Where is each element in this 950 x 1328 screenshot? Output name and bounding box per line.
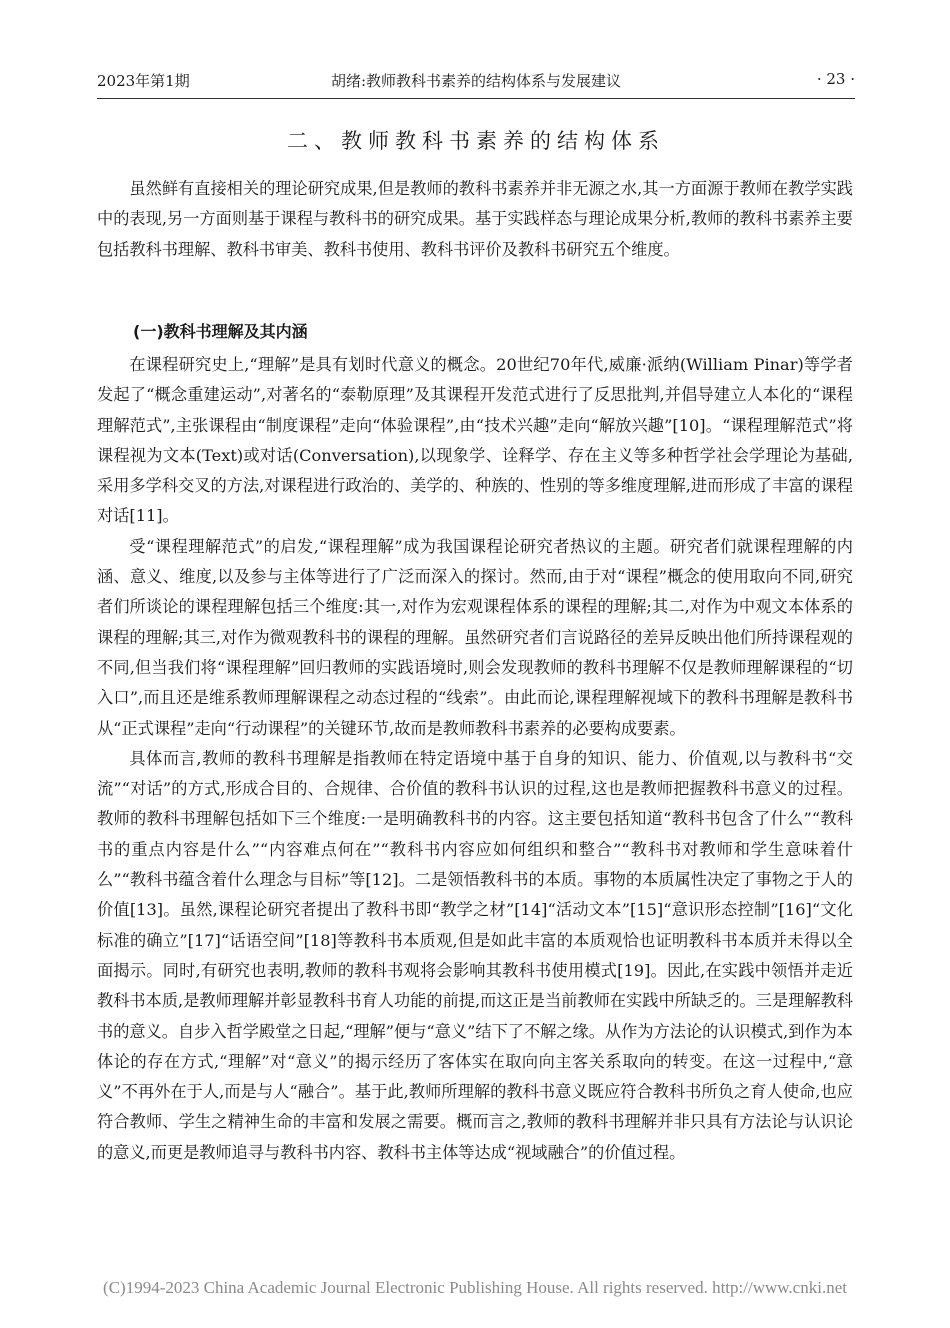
paragraph: 在课程研究史上,“理解”是具有划时代意义的概念。20世纪70年代,威廉·派纳(William Pinar)等学者发起了“概念重建运动”,对著名的“泰勒原理”及其课程开发范式进行了反思批判,并倡导建立人本化的“课程理解范式”,主张课程由“制度课程”走向“体验课程”,由“技术兴趣”走向“解放兴趣”[10]。“课程理解范式”将课程视为文本(Text)或对话(Conversation),以现象学、诠释学、存在主义等多种哲学社会学理论为基础,采用多学科交叉的方法,对课程进行政治的、美学的、种族的、性别的等多维度理解,进而形成了丰富的课程对话[11]。	[97, 355, 853, 526]
page-number: · 23 ·	[816, 70, 855, 88]
intro-paragraph: 虽然鲜有直接相关的理论研究成果,但是教师的教科书素养并非无源之水,其一方面源于教师在教学实践中的表现,另一方面则基于课程与教科书的研究成果。基于实践样态与理论成果分析,教师的教科书素养主要包括教科书理解、教科书审美、教科书使用、教科书评价及教科书研究五个维度。	[97, 179, 853, 259]
journal-issue: 2023年第1期	[97, 72, 190, 90]
section-title: 二、教师教科书素养的结构体系	[287, 129, 665, 153]
copyright-footer: (C)1994-2023 China Academic Journal Electronic Publishing House. All rights reserved. http://www.cnki.net	[103, 1278, 847, 1297]
page-header	[97, 64, 855, 99]
subsection-heading: (一)教科书理解及其内涵	[133, 322, 308, 341]
paragraph: 具体而言,教师的教科书理解是指教师在特定语境中基于自身的知识、能力、价值观,以与教科书“交流”“对话”的方式,形成合目的、合规律、合价值的教科书认识的过程,这也是教师把握教科书意义的过程。教师的教科书理解包括如下三个维度:一是明确教科书的内容。这主要包括知道“教科书包含了什么”“教科书的重点内容是什么”“内容难点何在”“教科书内容应如何组织和整合”“教科书对教师和学生意味着什么”“教科书蕴含着什么理念与目标”等[12]。二是领悟教科书的本质。事物的本质属性决定了事物之于人的价值[13]。虽然,课程论研究者提出了教科书即“教学之材”[14]“活动文本”[15]“意识形态控制”[16]“文化标准的确立”[17]“话语空间”[18]等教科书本质观,但是如此丰富的本质观恰也证明教科书本质并未得以全面揭示。同时,有研究也表明,教师的教科书观将会影响其教科书使用模式[19]。因此,在实践中领悟并走近教科书本质,是教师理解并彰显教科书育人功能的前提,而这正是当前教师在实践中所缺乏的。三是理解教科书的意义。自步入哲学殿堂之日起,“理解”便与“意义”结下了不解之缘。从作为方法论的认识模式,到作为本体论的存在方式,“理解”对“意义”的揭示经历了客体实在取向向主客关系取向的转变。在这一过程中,“意义”不再外在于人,而是与人“融合”。基于此,教师所理解的教科书意义既应符合教科书所负之育人使命,也应符合教师、学生之精神生命的丰富和发展之需要。概而言之,教师的教科书理解并非只具有方法论与认识论的意义,而更是教师追寻与教科书内容、教科书主体等达成“视域融合”的价值过程。	[97, 748, 853, 1162]
paragraph: 受“课程理解范式”的启发,“课程理解”成为我国课程论研究者热议的主题。研究者们就课程理解的内涵、意义、维度,以及参与主体等进行了广泛而深入的探讨。然而,由于对“课程”概念的使用取向不同,研究者们所谈论的课程理解包括三个维度:其一,对作为宏观课程体系的课程的理解;其二,对作为中观文本体系的课程的理解;其三,对作为微观教科书的课程的理解。虽然研究者们言说路径的差异反映出他们所持课程观的不同,但当我们将“课程理解”回归教师的实践语境时,则会发现教师的教科书理解不仅是教师理解课程的“切入口”,而且还是维系教师理解课程之动态过程的“线索”。由此而论,课程理解视域下的教科书理解是教科书从“正式课程”走向“行动课程”的关键环节,故而是教师教科书素养的必要构成要素。	[97, 536, 853, 738]
intro-block	[97, 174, 853, 265]
main-text	[97, 350, 853, 1168]
running-title: 胡绪:教师教科书素养的结构体系与发展建议	[330, 72, 622, 90]
